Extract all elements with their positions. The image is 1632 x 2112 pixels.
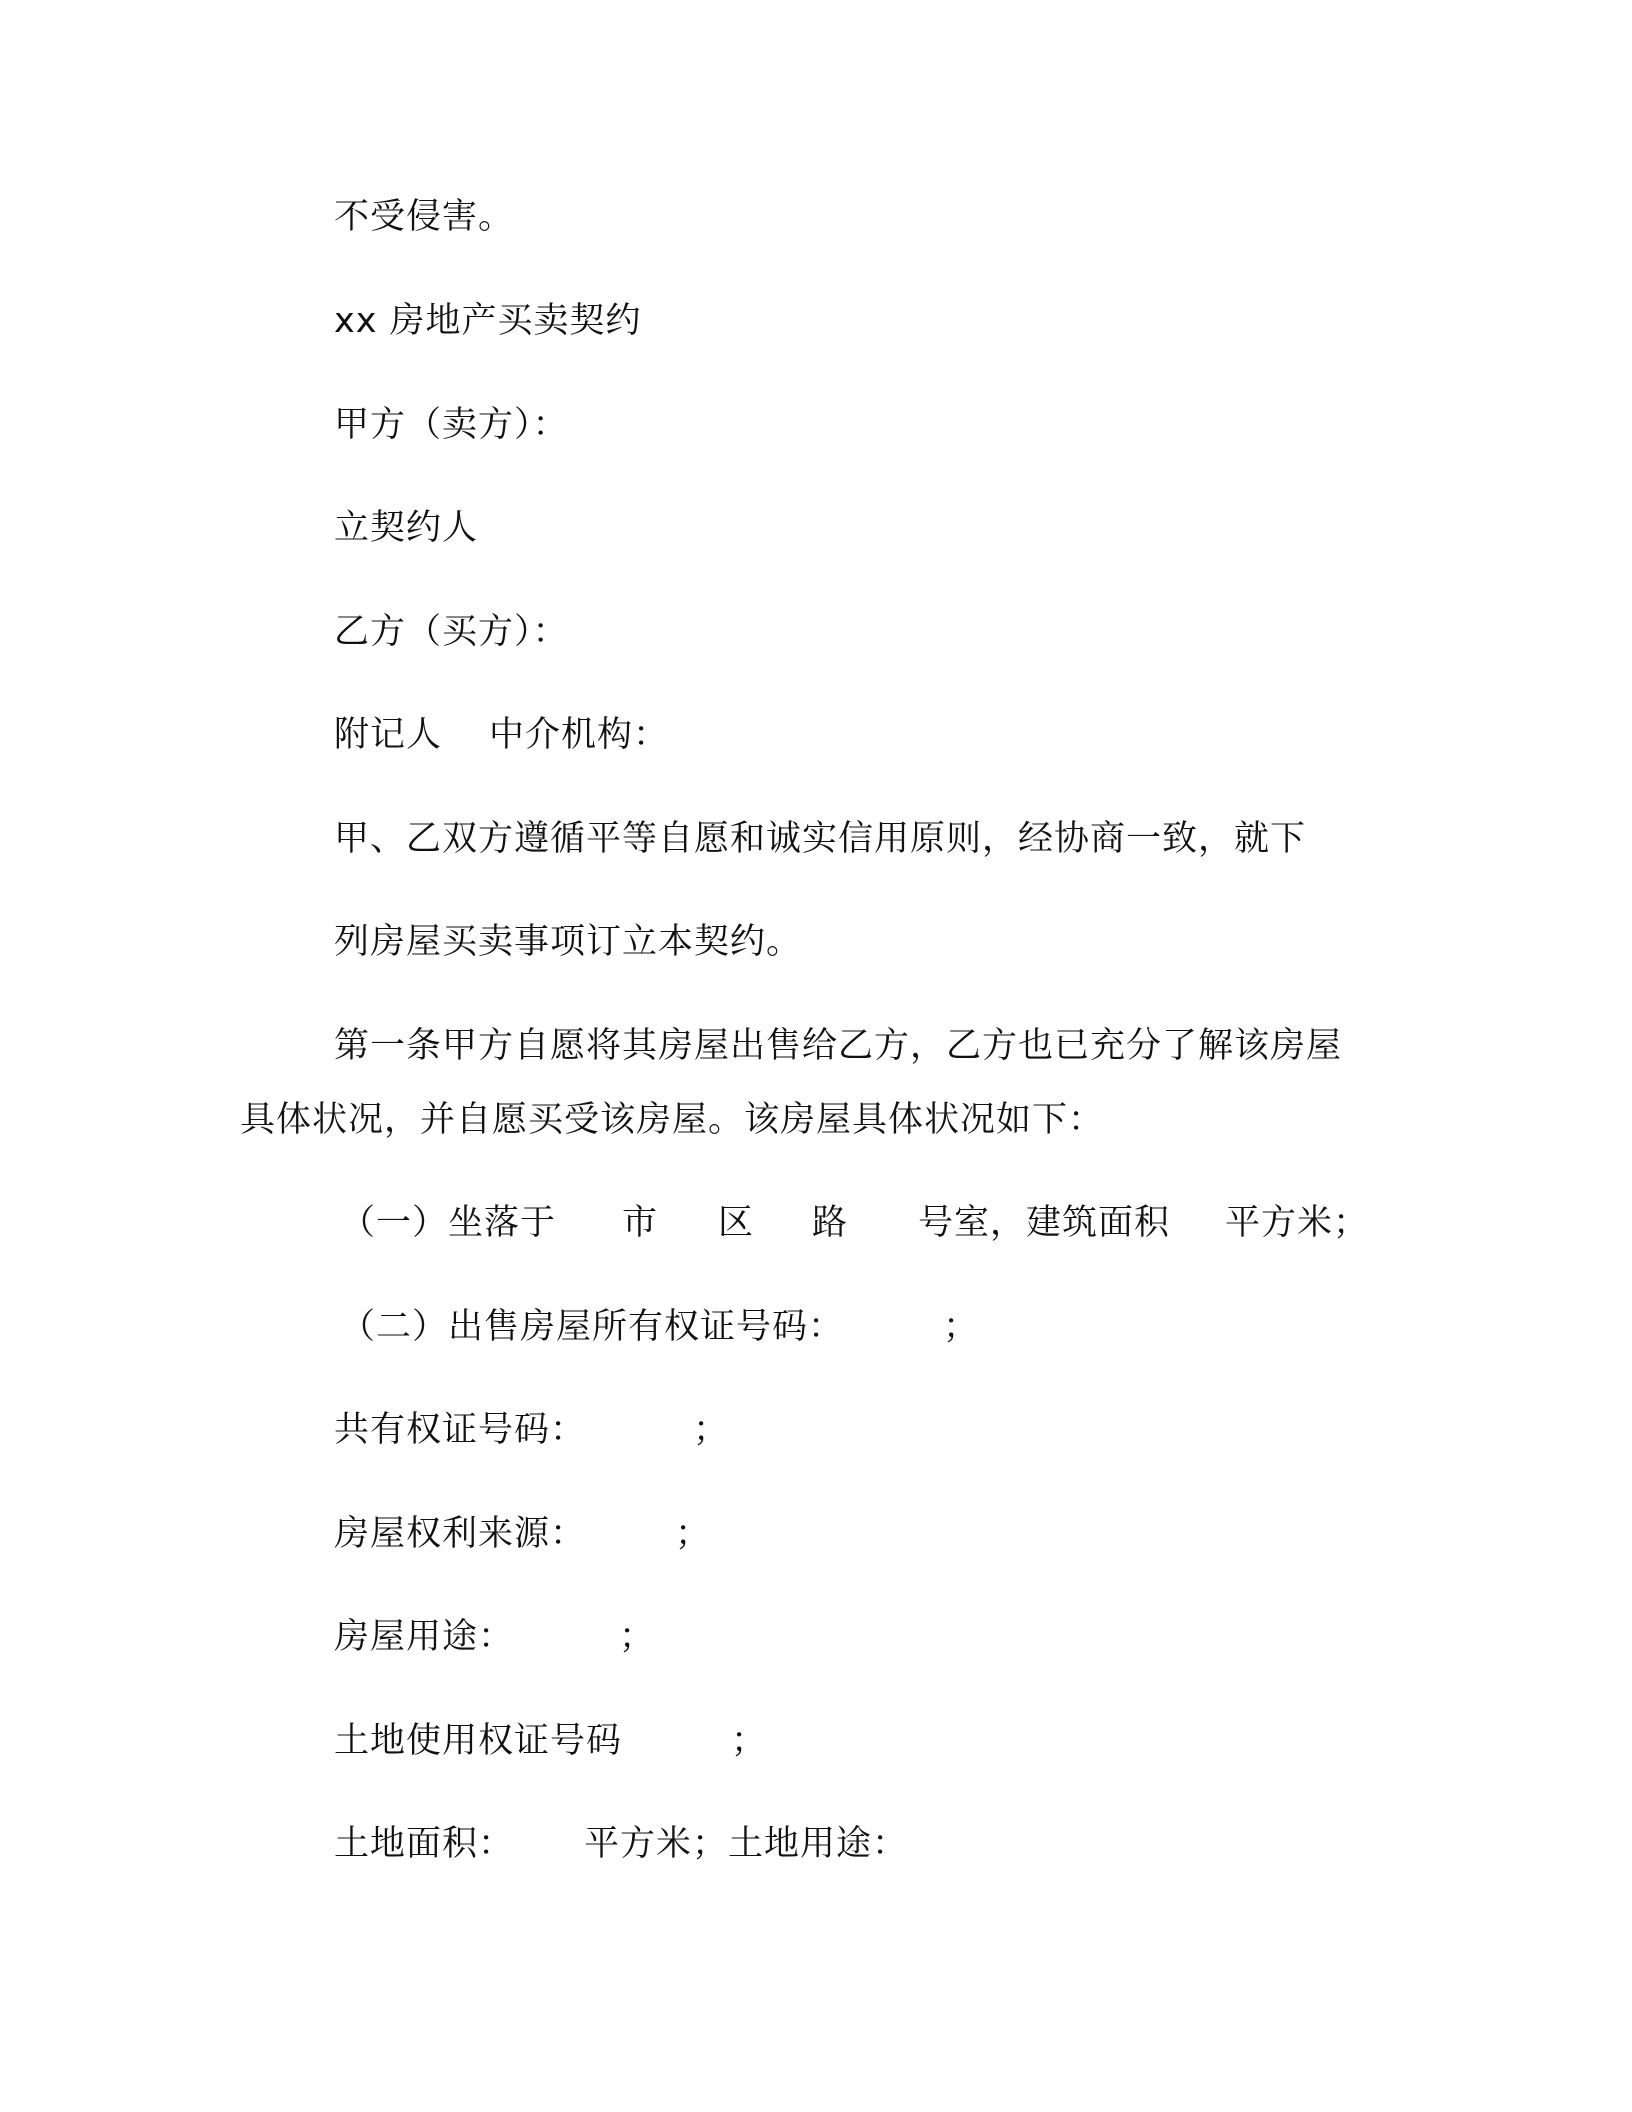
item-one-city: 市 [622,1203,659,1243]
co-owner-label: 共有权证号码： [334,1410,587,1450]
item-one-prefix: （一）坐落于 [340,1203,557,1243]
signatory-label: 立契约人 [334,508,479,548]
recorder-label: 附记人 [334,715,443,755]
source-end: ； [675,1514,712,1554]
item-one-district: 区 [718,1203,755,1243]
paragraph-line-2: 列房屋买卖事项订立本契约。 [334,922,803,962]
source-label: 房屋权利来源： [334,1514,587,1554]
buyer-label: 乙方（买方）： [334,612,569,652]
usage-end: ； [619,1617,656,1657]
article-one-line-2: 具体状况，并自愿买受该房屋。该房屋具体状况如下： [240,1100,1105,1140]
item-two-label: （二）出售房屋所有权证号码： [340,1307,845,1347]
item-one-unit: 平方米； [1225,1203,1370,1243]
co-owner-end: ； [693,1410,730,1450]
item-one-room: 号室，建筑面积 [918,1203,1171,1243]
land-area-unit: 平方米；土地用途： [584,1824,909,1864]
paragraph-line-1: 甲、乙双方遵循平等自愿和诚实信用原则，经协商一致，就下 [334,819,1307,859]
usage-label: 房屋用途： [334,1617,515,1657]
agency-label: 中介机构： [489,715,670,755]
land-cert-end: ； [731,1721,768,1761]
item-two-end: ； [943,1307,980,1347]
seller-label: 甲方（卖方）： [334,405,569,445]
land-area-label: 土地面积： [334,1824,515,1864]
item-one-road: 路 [812,1203,849,1243]
land-cert-label: 土地使用权证号码 [334,1721,623,1761]
article-one-line-1: 第一条甲方自愿将其房屋出售给乙方，乙方也已充分了解该房屋 [334,1026,1343,1066]
contract-title: xx 房地产买卖契约 [334,301,642,341]
text-line-1: 不受侵害。 [334,197,515,237]
